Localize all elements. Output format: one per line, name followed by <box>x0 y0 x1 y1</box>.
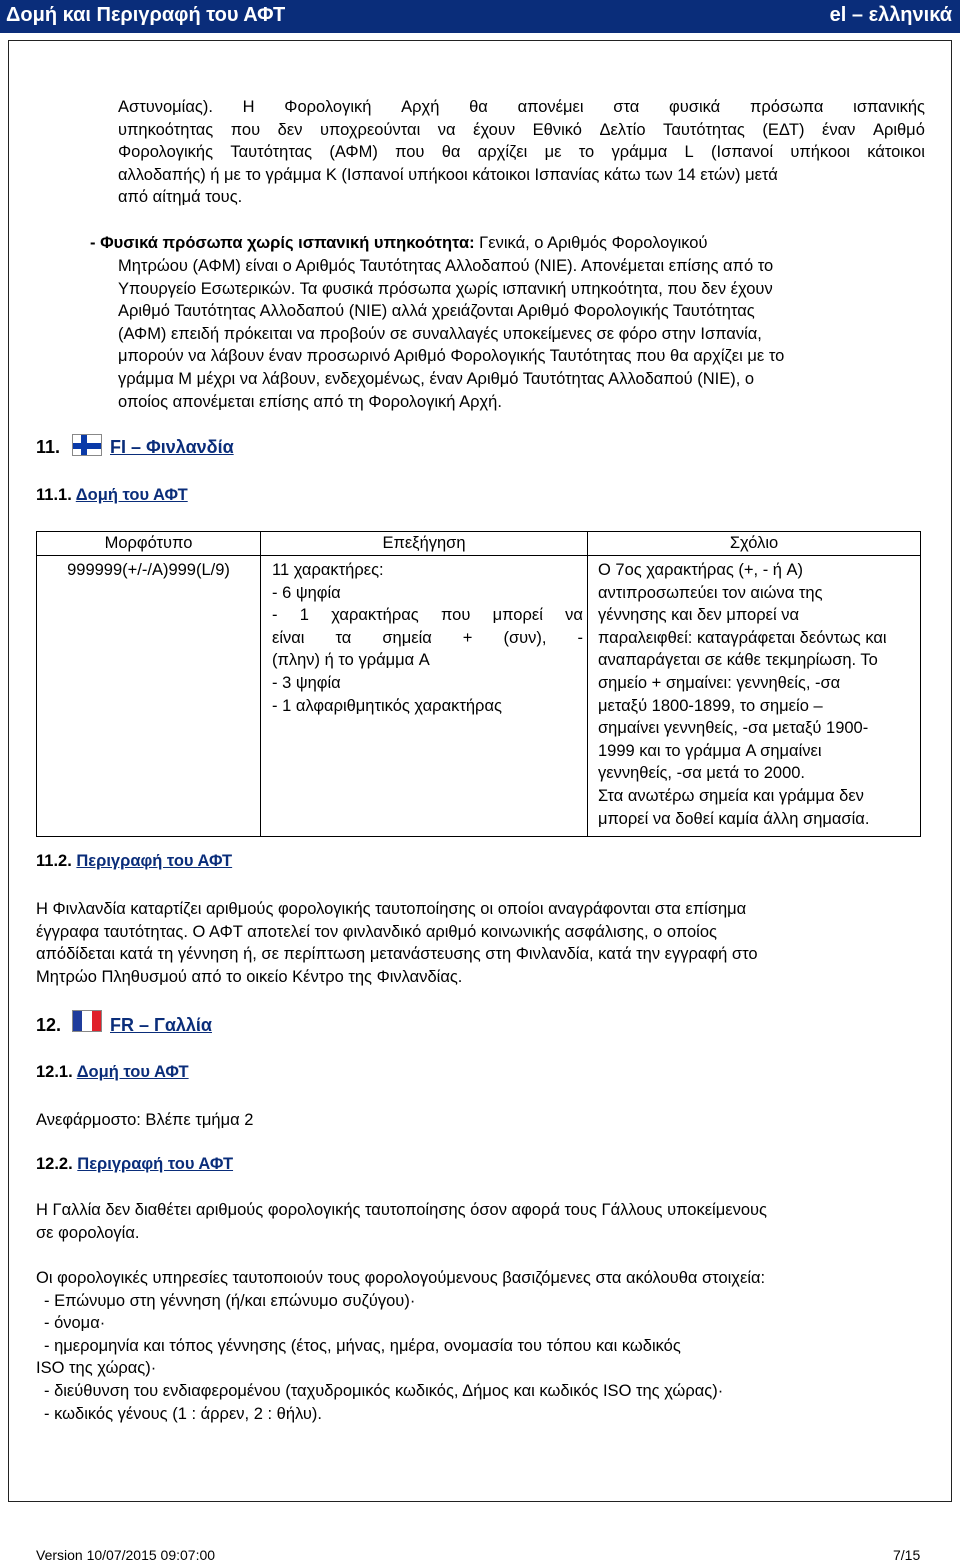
header-bar <box>0 0 960 33</box>
cell-line: αναπαράγεται σε κάθε τεκμηρίωση. Το <box>598 651 878 670</box>
cell-line: Ο 7ος χαρακτήρας (+, - ή A) <box>598 561 804 579</box>
text-line: σε φορολογία. <box>36 1223 140 1242</box>
subsection-heading <box>36 852 232 871</box>
bullet-foreign-persons <box>90 232 926 255</box>
subsection-number: 12.1. <box>36 1063 73 1081</box>
footer-page-number: 7/15 <box>893 1547 921 1563</box>
section-number: 11. <box>36 437 61 457</box>
cell-line: - 3 ψηφία <box>272 673 341 692</box>
subsection-title-link[interactable]: Δομή του ΑΦΤ <box>76 1063 189 1081</box>
cell-line: παραλειφθεί: καταγράφεται δεόντως και <box>598 628 887 647</box>
text-line: Μητρώο Πληθυσμού από το οικείο Κέντρο της Φινλανδίας. <box>36 967 463 986</box>
intro-paragraph <box>118 96 925 209</box>
text-line: οποίος απονέμεται επίσης από τη Φορολογική Αρχή. <box>118 392 502 411</box>
cell-line: σημείο + σημαίνει: γεννηθείς, -σα <box>598 673 841 692</box>
finland-description <box>36 898 926 988</box>
bullet-foreign-body <box>118 255 926 413</box>
format-cell <box>37 556 261 837</box>
list-item: - ημερομηνία και τόπος γέννησης (έτος, μήνας, ημέρα, ονομασία του τόπου και κωδικός <box>44 1336 681 1355</box>
table-row <box>37 556 921 837</box>
footer-version: Version 10/07/2015 09:07:00 <box>36 1547 216 1563</box>
list-item: - Επώνυμο στη γέννηση (ή/και επώνυμο συζύγου)· <box>44 1291 416 1310</box>
text-line: υπηκοότητας που δεν υποχρεούνται να έχουν Εθνικό Δελτίο Ταυτότητας (ΕΔΤ) έναν Αριθμό <box>118 120 925 139</box>
cell-line: (πλην) ή το γράμμα A <box>272 651 430 670</box>
subsection-number: 11.2. <box>36 852 72 870</box>
page-title: Δομή και Περιγραφή του ΑΦΤ <box>6 4 286 26</box>
column-header: Μορφότυπο <box>37 532 261 556</box>
text-line: Η Γαλλία δεν διαθέτει αριθμούς φορολογικής ταυτοποίησης όσον αφορά τους Γάλλους υποκείμενους <box>36 1201 767 1219</box>
text-line: απόδίδεται κατά τη γέννηση ή, σε περίπτωση μετανάστευσης στη Φινλανδία, κατά την εγγραφή στο <box>36 945 758 964</box>
cell-line: - 1 χαρακτήρας που μπορεί να <box>272 606 583 625</box>
subsection-number: 11.1. <box>36 486 72 504</box>
not-applicable-note <box>36 1109 253 1132</box>
cell-line: είναι τα σημεία + (συν), - <box>272 628 583 647</box>
text-line: από αίτημά τους. <box>118 188 243 207</box>
list-item: - κωδικός γένους (1 : άρρεν, 2 : θήλυ). <box>44 1404 322 1423</box>
column-header: Επεξήγηση <box>261 532 588 556</box>
france-flag-icon <box>72 1010 102 1032</box>
section-title-fr[interactable] <box>110 1015 212 1036</box>
section-number: 12. <box>36 1015 62 1035</box>
subsection-heading <box>36 1063 189 1082</box>
cell-line: 1999 και το γράμμα A σημαίνει <box>598 741 822 760</box>
text-line: Φορολογικής Ταυτότητας (ΑΦΜ) που θα αρχίζει με το γράμμα L (Ισπανοί υπήκοοι κάτοικοι <box>118 143 925 162</box>
tin-structure-table <box>36 531 921 837</box>
france-description <box>36 1199 926 1244</box>
subsection-number: 12.2. <box>36 1155 73 1173</box>
subsection-heading <box>36 486 188 505</box>
bullet-bold-label: - Φυσικά πρόσωπα χωρίς ισπανική υπηκοότητα: <box>90 234 475 252</box>
text-line: Μητρώου (ΑΦΜ) είναι ο Αριθμός Ταυτότητας Αλλοδαπού (NIE). Απονέμεται επίσης από το <box>118 257 774 275</box>
text-line: γράμμα M μέχρι να λάβουν, ενδεχομένως, έναν Αριθμό Ταυτότητας Αλλοδαπού (NIE), ο <box>118 369 755 388</box>
cell-line: σημαίνει γεννηθείς, -σα μεταξύ 1900- <box>598 719 869 738</box>
text-line: Αστυνομίας). Η Φορολογική Αρχή θα απονέμει στα φυσικά πρόσωπα ισπανικής <box>118 98 925 116</box>
language-label: el – ελληνικά <box>829 4 952 26</box>
section-heading-fi <box>36 437 60 458</box>
cell-line: Στα ανωτέρω σημεία και γράμμα δεν <box>598 786 864 805</box>
text-line: αλλοδαπής) ή με το γράμμα K (Ισπανοί υπήκοοι κάτοικοι Ισπανίας κάτω των 14 ετών) μετά <box>118 165 778 184</box>
table-header-row <box>37 532 921 556</box>
cell-line: 11 χαρακτήρες: <box>272 561 384 579</box>
text-line: Ανεφάρμοστο: Βλέπε τμήμα 2 <box>36 1111 254 1129</box>
section-heading-fr <box>36 1015 61 1036</box>
cell-line: - 6 ψηφία <box>272 583 341 602</box>
section-title-fi[interactable] <box>110 437 234 458</box>
text-line: (ΑΦΜ) επειδή πρόκειται να προβούν σε συναλλαγές υποκείμενες σε φόρο στην Ισπανία, <box>118 324 762 343</box>
text-line: έγγραφα ταυτότητας. Ο ΑΦΤ αποτελεί τον φινλανδικό αριθμό κοινωνικής ασφάλισης, ο οποίος <box>36 922 717 941</box>
section-title-link[interactable]: FI – Φινλανδία <box>110 437 234 457</box>
comment-cell <box>588 556 921 837</box>
format-value: 999999(+/-/A)999(L/9) <box>67 561 230 579</box>
text-line: Αριθμό Ταυτότητας Αλλοδαπού (NIE) αλλά χρειάζονται Αριθμό Φορολογικής Ταυτότητας <box>118 302 755 321</box>
cell-line: - 1 αλφαριθμητικός χαρακτήρας <box>272 696 502 715</box>
cell-line: αντιπροσωπεύει τον αιώνα της <box>598 583 823 602</box>
france-elements <box>36 1267 926 1425</box>
finland-flag-icon <box>72 434 102 456</box>
text-line: Η Φινλανδία καταρτίζει αριθμούς φορολογικής ταυτοποίησης οι οποίοι αναγράφονται στα επίσημα <box>36 900 747 918</box>
cell-line: γεννηθείς, -σα μετά το 2000. <box>598 764 806 783</box>
explanation-cell <box>261 556 588 837</box>
text-line: Οι φορολογικές υπηρεσίες ταυτοποιούν τους φορολογούμενους βασιζόμενες στα ακόλουθα στοιχεία: <box>36 1269 766 1287</box>
column-header: Σχόλιο <box>588 532 921 556</box>
list-item: ISO της χώρας)· <box>36 1359 157 1378</box>
cell-line: γέννησης και δεν μπορεί να <box>598 606 800 625</box>
subsection-title-link[interactable]: Περιγραφή του ΑΦΤ <box>77 1155 234 1173</box>
text-line: μπορούν να λάβουν έναν προσωρινό Αριθμό Φορολογικής Ταυτότητας που θα αρχίζει με το <box>118 347 785 366</box>
section-title-link[interactable]: FR – Γαλλία <box>110 1015 212 1035</box>
subsection-title-link[interactable]: Περιγραφή του ΑΦΤ <box>76 852 233 870</box>
list-item: - διεύθυνση του ενδιαφερομένου (ταχυδρομικός κωδικός, Δήμος και κωδικός ISO της χώρας)· <box>44 1381 724 1400</box>
bullet-text: Γενικά, ο Αριθμός Φορολογικού <box>474 234 708 252</box>
cell-line: μπορεί να δοθεί καμία άλλη σημασία. <box>598 809 870 828</box>
cell-line: μεταξύ 1800-1899, το σημείο – <box>598 696 823 715</box>
subsection-heading <box>36 1155 233 1174</box>
text-line: Υπουργείο Εσωτερικών. Τα φυσικά πρόσωπα χωρίς ισπανική υπηκοότητα, που δεν έχουν <box>118 279 773 298</box>
text-line <box>90 232 926 255</box>
subsection-title-link[interactable]: Δομή του ΑΦΤ <box>75 486 188 504</box>
list-item: - όνομα· <box>44 1314 106 1333</box>
